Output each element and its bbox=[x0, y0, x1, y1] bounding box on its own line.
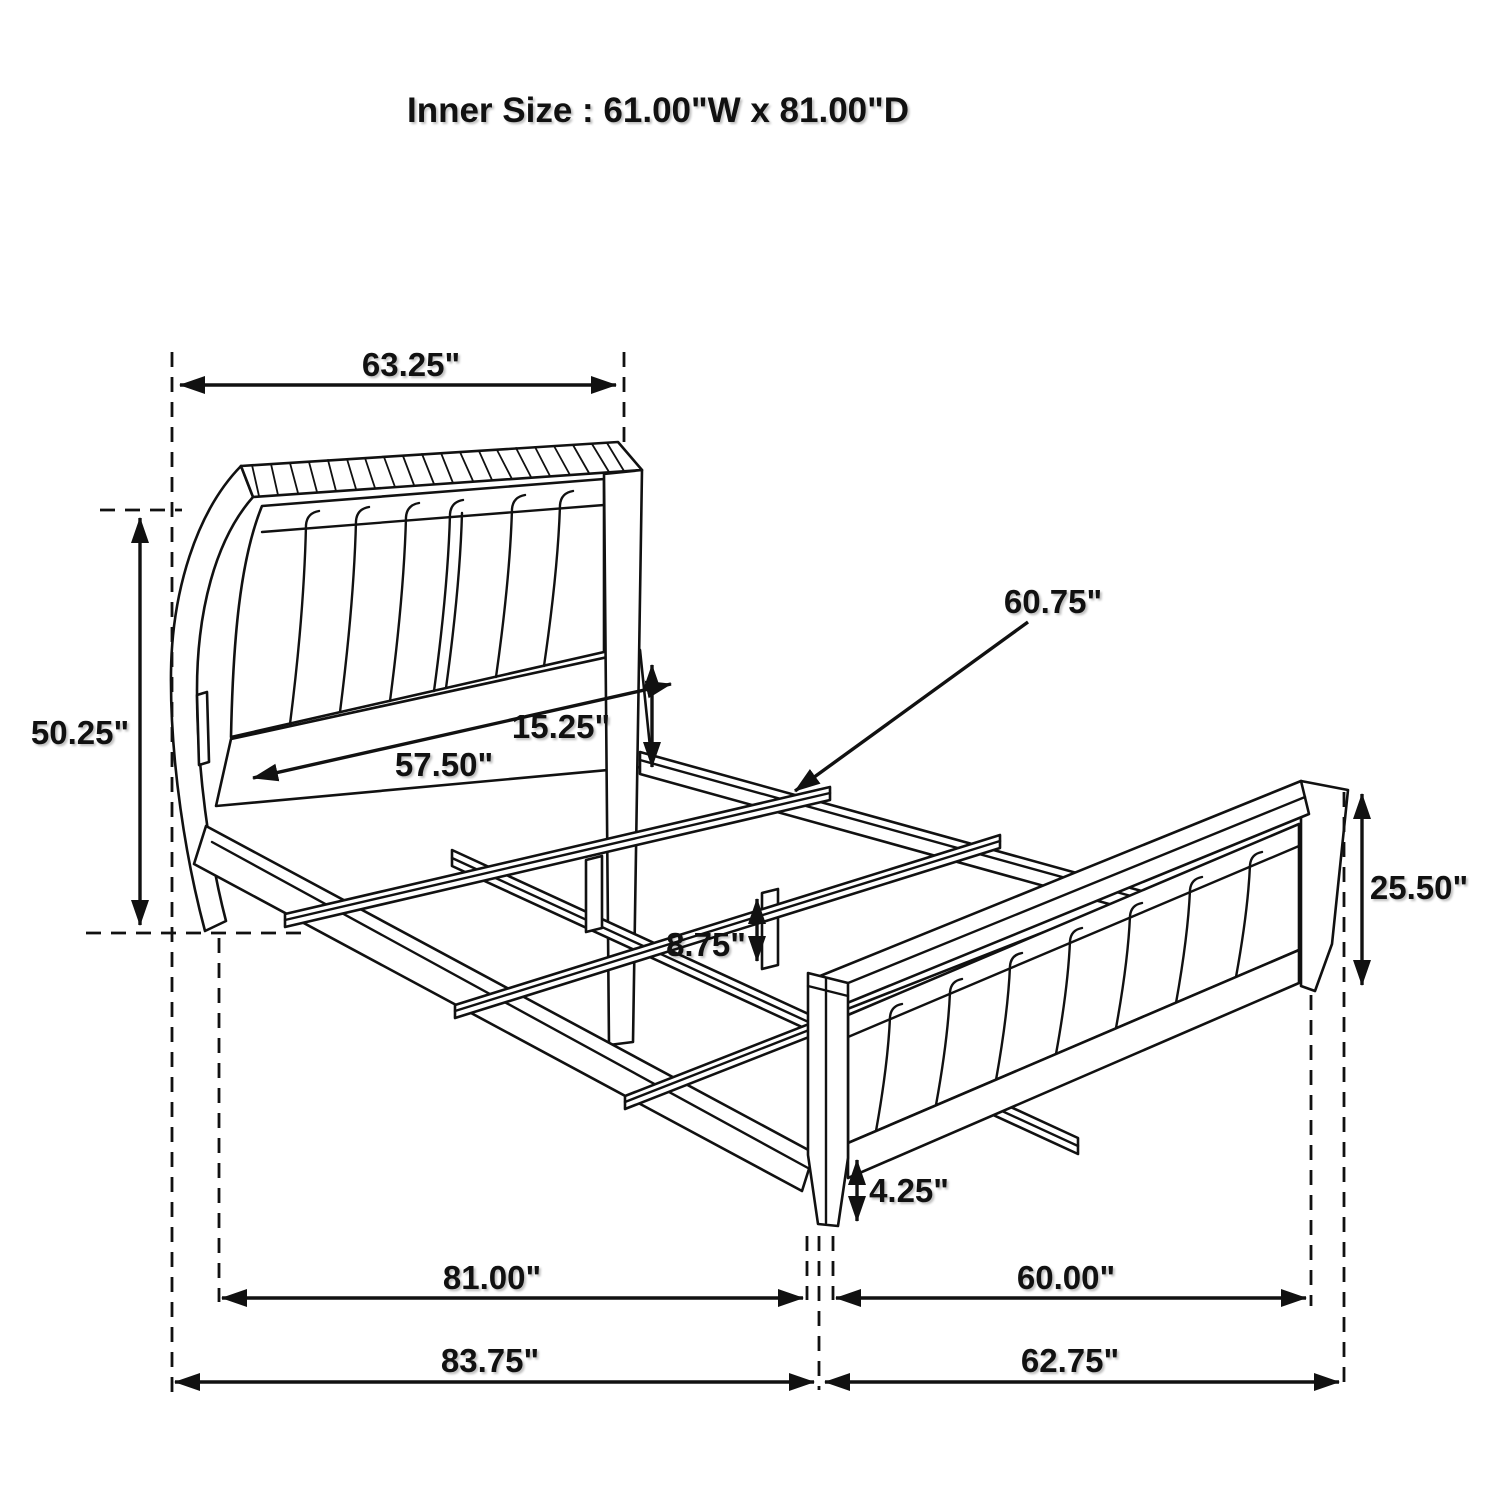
dim-headboard-height bbox=[31, 518, 140, 925]
dim-center-support-height-label: 8.75" bbox=[666, 926, 746, 963]
dim-outer-depth bbox=[175, 1342, 814, 1382]
dim-footboard-height-label: 25.50" bbox=[1369, 869, 1469, 906]
dim-footboard-leg-height-label: 4.25" bbox=[869, 1172, 949, 1209]
dim-footboard-inner-width-label: 60.00" bbox=[1016, 1259, 1116, 1296]
center-support-leg-2 bbox=[762, 889, 778, 969]
footboard bbox=[808, 781, 1348, 1226]
dim-headboard-inner-width-label: 57.50" bbox=[394, 746, 494, 783]
dim-headboard-panel-offset-label: 15.25" bbox=[511, 708, 611, 745]
dim-footboard-width bbox=[825, 1342, 1339, 1382]
dim-slat-length bbox=[795, 583, 1102, 791]
center-support-leg-1 bbox=[586, 856, 602, 932]
dim-outer-depth-label: 83.75" bbox=[440, 1342, 540, 1379]
dim-inner-depth-label: 81.00" bbox=[442, 1259, 542, 1296]
dim-slat-length-label: 60.75" bbox=[1003, 583, 1103, 620]
dim-footboard-inner-width bbox=[836, 1259, 1306, 1298]
dim-inner-depth bbox=[222, 1259, 803, 1298]
headboard-rail-hook bbox=[197, 692, 209, 765]
dim-footboard-height bbox=[1362, 794, 1468, 985]
dim-headboard-width-label: 63.25" bbox=[361, 346, 461, 383]
dim-center-support-height bbox=[666, 899, 757, 963]
bed-drawing bbox=[171, 442, 1348, 1226]
dim-headboard-width bbox=[180, 346, 616, 385]
dim-headboard-height-label: 50.25" bbox=[30, 714, 130, 751]
footboard-front-post bbox=[808, 973, 848, 1226]
dim-footboard-width-label: 62.75" bbox=[1020, 1342, 1120, 1379]
diagram-title: Inner Size : 61.00"W x 81.00"D bbox=[406, 91, 910, 130]
